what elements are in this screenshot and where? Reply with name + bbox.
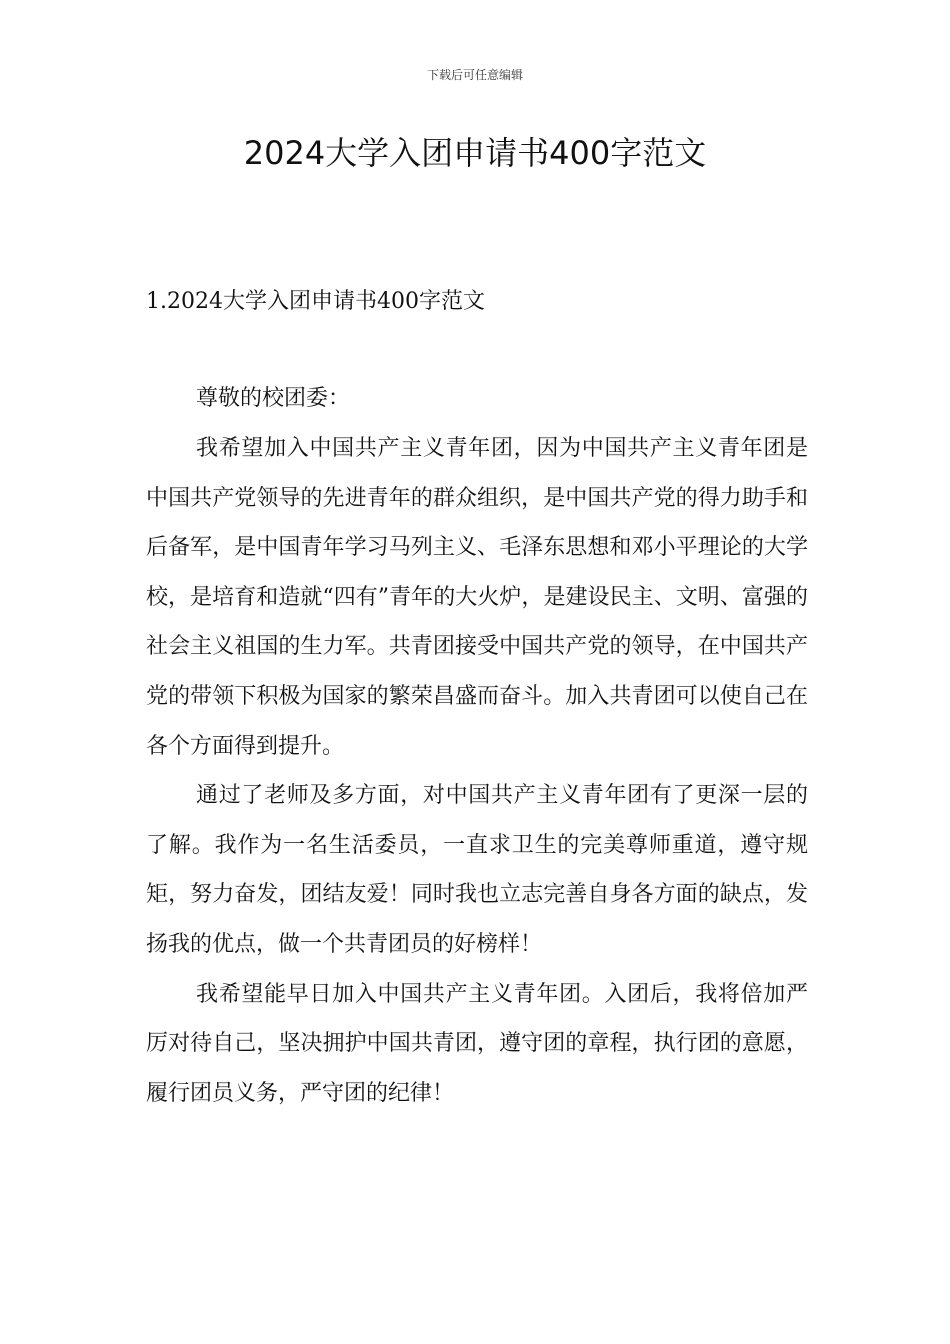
paragraph-1: 我希望加入中国共产主义青年团，因为中国共产主义青年团是中国共产党领导的先进青年的群众组织，是中国共产党的得力助手和后备军，是中国青年学习马列主义、毛泽东思想和邓小平理论的大学校，是培育和造就“四有”青年的大火炉，是建设民主、文明、富强的社会主义祖国的生力军。共青团接受中国共产党的领导，在中国共产党的带领下积极为国家的繁荣昌盛而奋斗。加入共青团可以使自己在各个方面得到提升。 xyxy=(146,436,808,759)
paragraph-2: 通过了老师及多方面，对中国共产主义青年团有了更深一层的了解。我作为一名生活委员，一直求卫生的完美尊师重道，遵守规矩，努力奋发，团结友爱！同时我也立志完善自身各方面的缺点，发扬我的优点，做一个共青团员的好榜样！ xyxy=(146,783,808,957)
section-heading: 1.2024大学入团申请书400字范文 xyxy=(146,289,485,314)
paragraph-3: 我希望能早日加入中国共产主义青年团。入团后，我将倍加严厉对待自己，坚决拥护中国共青团，遵守团的章程，执行团的意愿，履行团员义务，严守团的纪律！ xyxy=(146,981,808,1106)
salutation: 尊敬的校团委： xyxy=(196,386,351,411)
letter-body xyxy=(146,424,808,1118)
header-note: 下载后可任意编辑 xyxy=(426,68,523,82)
document-title: 2024大学入团申请书400字范文 xyxy=(243,134,707,172)
